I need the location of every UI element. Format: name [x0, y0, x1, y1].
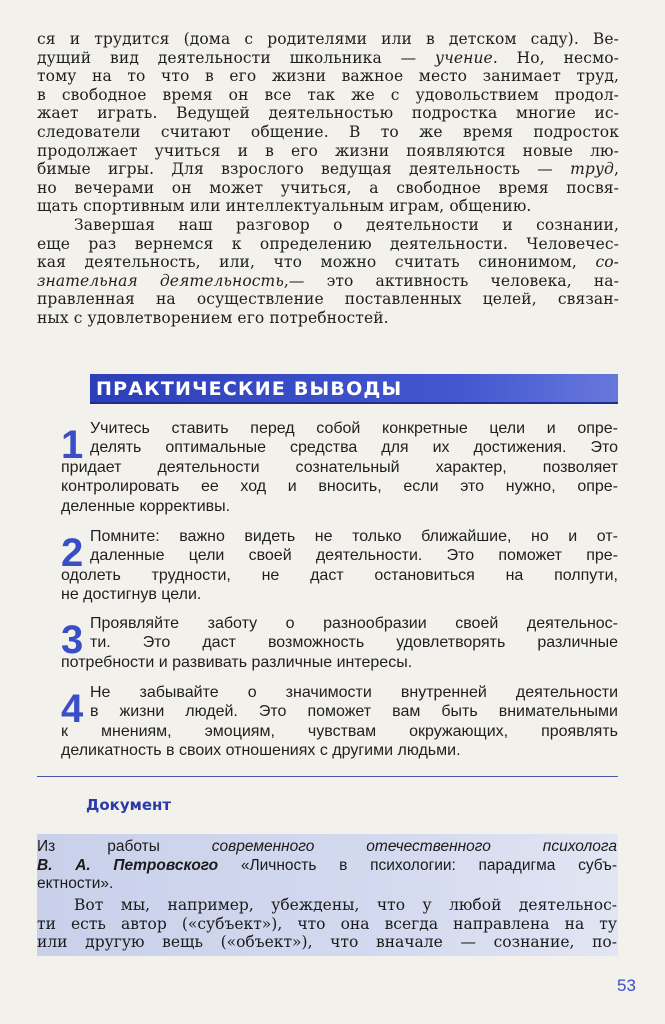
- item-text: [61, 614, 618, 672]
- text-line: в свободное время он все так же с удовольствием продол-: [37, 85, 619, 104]
- document-box: [37, 834, 618, 956]
- text-line: ти. Это даст возможность удовлетворять различные: [90, 634, 618, 652]
- section-heading: ПРАКТИЧЕСКИЕ ВЫВОДЫ: [96, 378, 403, 400]
- document-body: [37, 896, 617, 952]
- practical-conclusions-banner: [90, 374, 618, 404]
- text-line: Учитесь ставить перед собой конкретные цели и опре-: [90, 420, 618, 437]
- paragraph-activity-definition: [37, 216, 619, 328]
- term-conscious-activity: знательная деятельность: [37, 271, 284, 290]
- item-number: 3: [61, 618, 84, 662]
- author-name: В. А. Петровского: [37, 856, 219, 874]
- document-heading: Документ: [86, 796, 172, 814]
- text-line: или другую вещь («объект»), что вначале — сознание, по-: [37, 933, 617, 952]
- text-line: придает деятельности сознательный характер, позволяет: [61, 458, 618, 476]
- text-line: В. А. Петровского «Личность в психологии: парадигма субъ-: [37, 856, 617, 874]
- item-text: [61, 527, 618, 605]
- text-line: Завершая наш разговор о деятельности и сознании,: [74, 215, 619, 234]
- conclusion-item-2: [61, 527, 618, 605]
- conclusion-item-4: [61, 683, 618, 761]
- item-text: [61, 419, 618, 516]
- text-line: Вот мы, например, убеждены, что у любой деятельнос-: [74, 896, 617, 914]
- main-text: [37, 30, 619, 328]
- text-line: ся и трудится (дома с родителями или в детском саду). Ве-: [37, 30, 619, 48]
- term-uchenie: учение: [435, 48, 493, 67]
- item-number: 2: [61, 531, 84, 575]
- text-line: еще раз вернемся к определению деятельности. Человечес-: [37, 234, 619, 253]
- text-line: щать спортивным или интеллектуальным играм, общению.: [37, 197, 532, 216]
- text-line: но вечерами он может учиться, а свободное время посвя-: [37, 178, 619, 197]
- text-line: тому на то что в его жизни важное место занимает труд,: [37, 67, 619, 86]
- text-line: деленные коррективы.: [61, 497, 231, 515]
- text-line: жает играть. Ведущей деятельностью подростка многие ис-: [37, 104, 619, 123]
- text-line: Не забывайте о значимости внутренней деятельности: [90, 684, 618, 701]
- text-line: продолжает учиться и в его жизни появляются новые лю-: [37, 141, 619, 160]
- conclusion-item-3: [61, 614, 618, 672]
- text-line: Помните: важно видеть не только ближайшие, но и от-: [90, 528, 618, 545]
- text-line: к мнениям, эмоциям, чувствам окружающих, проявлять: [61, 722, 618, 740]
- item-number: 4: [61, 687, 84, 731]
- section-divider: [37, 776, 618, 777]
- text-line: потребности и развивать различные интересы.: [61, 653, 413, 671]
- text-line: правленная на осуществление поставленных целей, связан-: [37, 290, 619, 309]
- term-trud: труд: [570, 160, 614, 179]
- text-line: бимые игры. Для взрослого ведущая деятельность — труд,: [37, 160, 619, 179]
- text-line: не достигнув цели.: [61, 586, 202, 604]
- text-line: следователи считают общение. В то же время подросток: [37, 122, 619, 141]
- text-line: деликатность в своих отношениях с другими людьми.: [61, 742, 461, 760]
- text-line: знательная деятельность,— это активность человека, на-: [37, 271, 619, 290]
- text-line: ти есть автор («субъект»), что она всегда направлена на ту: [37, 914, 617, 933]
- text-line: одолеть трудности, не даст остановиться на полпути,: [61, 566, 618, 584]
- text-line: контролировать ее ход и вносить, если это нужно, опре-: [61, 478, 618, 496]
- text-line: дущий вид деятельности школьника — учение. Но, несмо-: [37, 48, 619, 67]
- text-line: в жизни людей. Это поможет вам быть внимательными: [90, 703, 618, 721]
- text-line: делять оптимальные средства для их достижения. Это: [90, 439, 618, 457]
- text-line: ектности».: [37, 875, 114, 893]
- document-intro: [37, 838, 617, 894]
- item-text: [61, 683, 618, 761]
- text-line: ных с удовлетворением его потребностей.: [37, 308, 389, 327]
- term-so: со-: [595, 253, 619, 272]
- text-line: даленные цели своей деятельности. Это поможет пре-: [90, 547, 618, 565]
- paragraph-development-stages: [37, 30, 619, 216]
- conclusion-item-1: [61, 419, 618, 516]
- text-line: Проявляйте заботу о разнообразии своей деятельнос-: [90, 615, 618, 632]
- item-number: 1: [61, 423, 84, 467]
- text-line: кая деятельность, или, что можно считать синонимом, со-: [37, 253, 619, 272]
- page-number: 53: [617, 976, 636, 995]
- text-line: Из работы современного отечественного психолога: [37, 838, 618, 855]
